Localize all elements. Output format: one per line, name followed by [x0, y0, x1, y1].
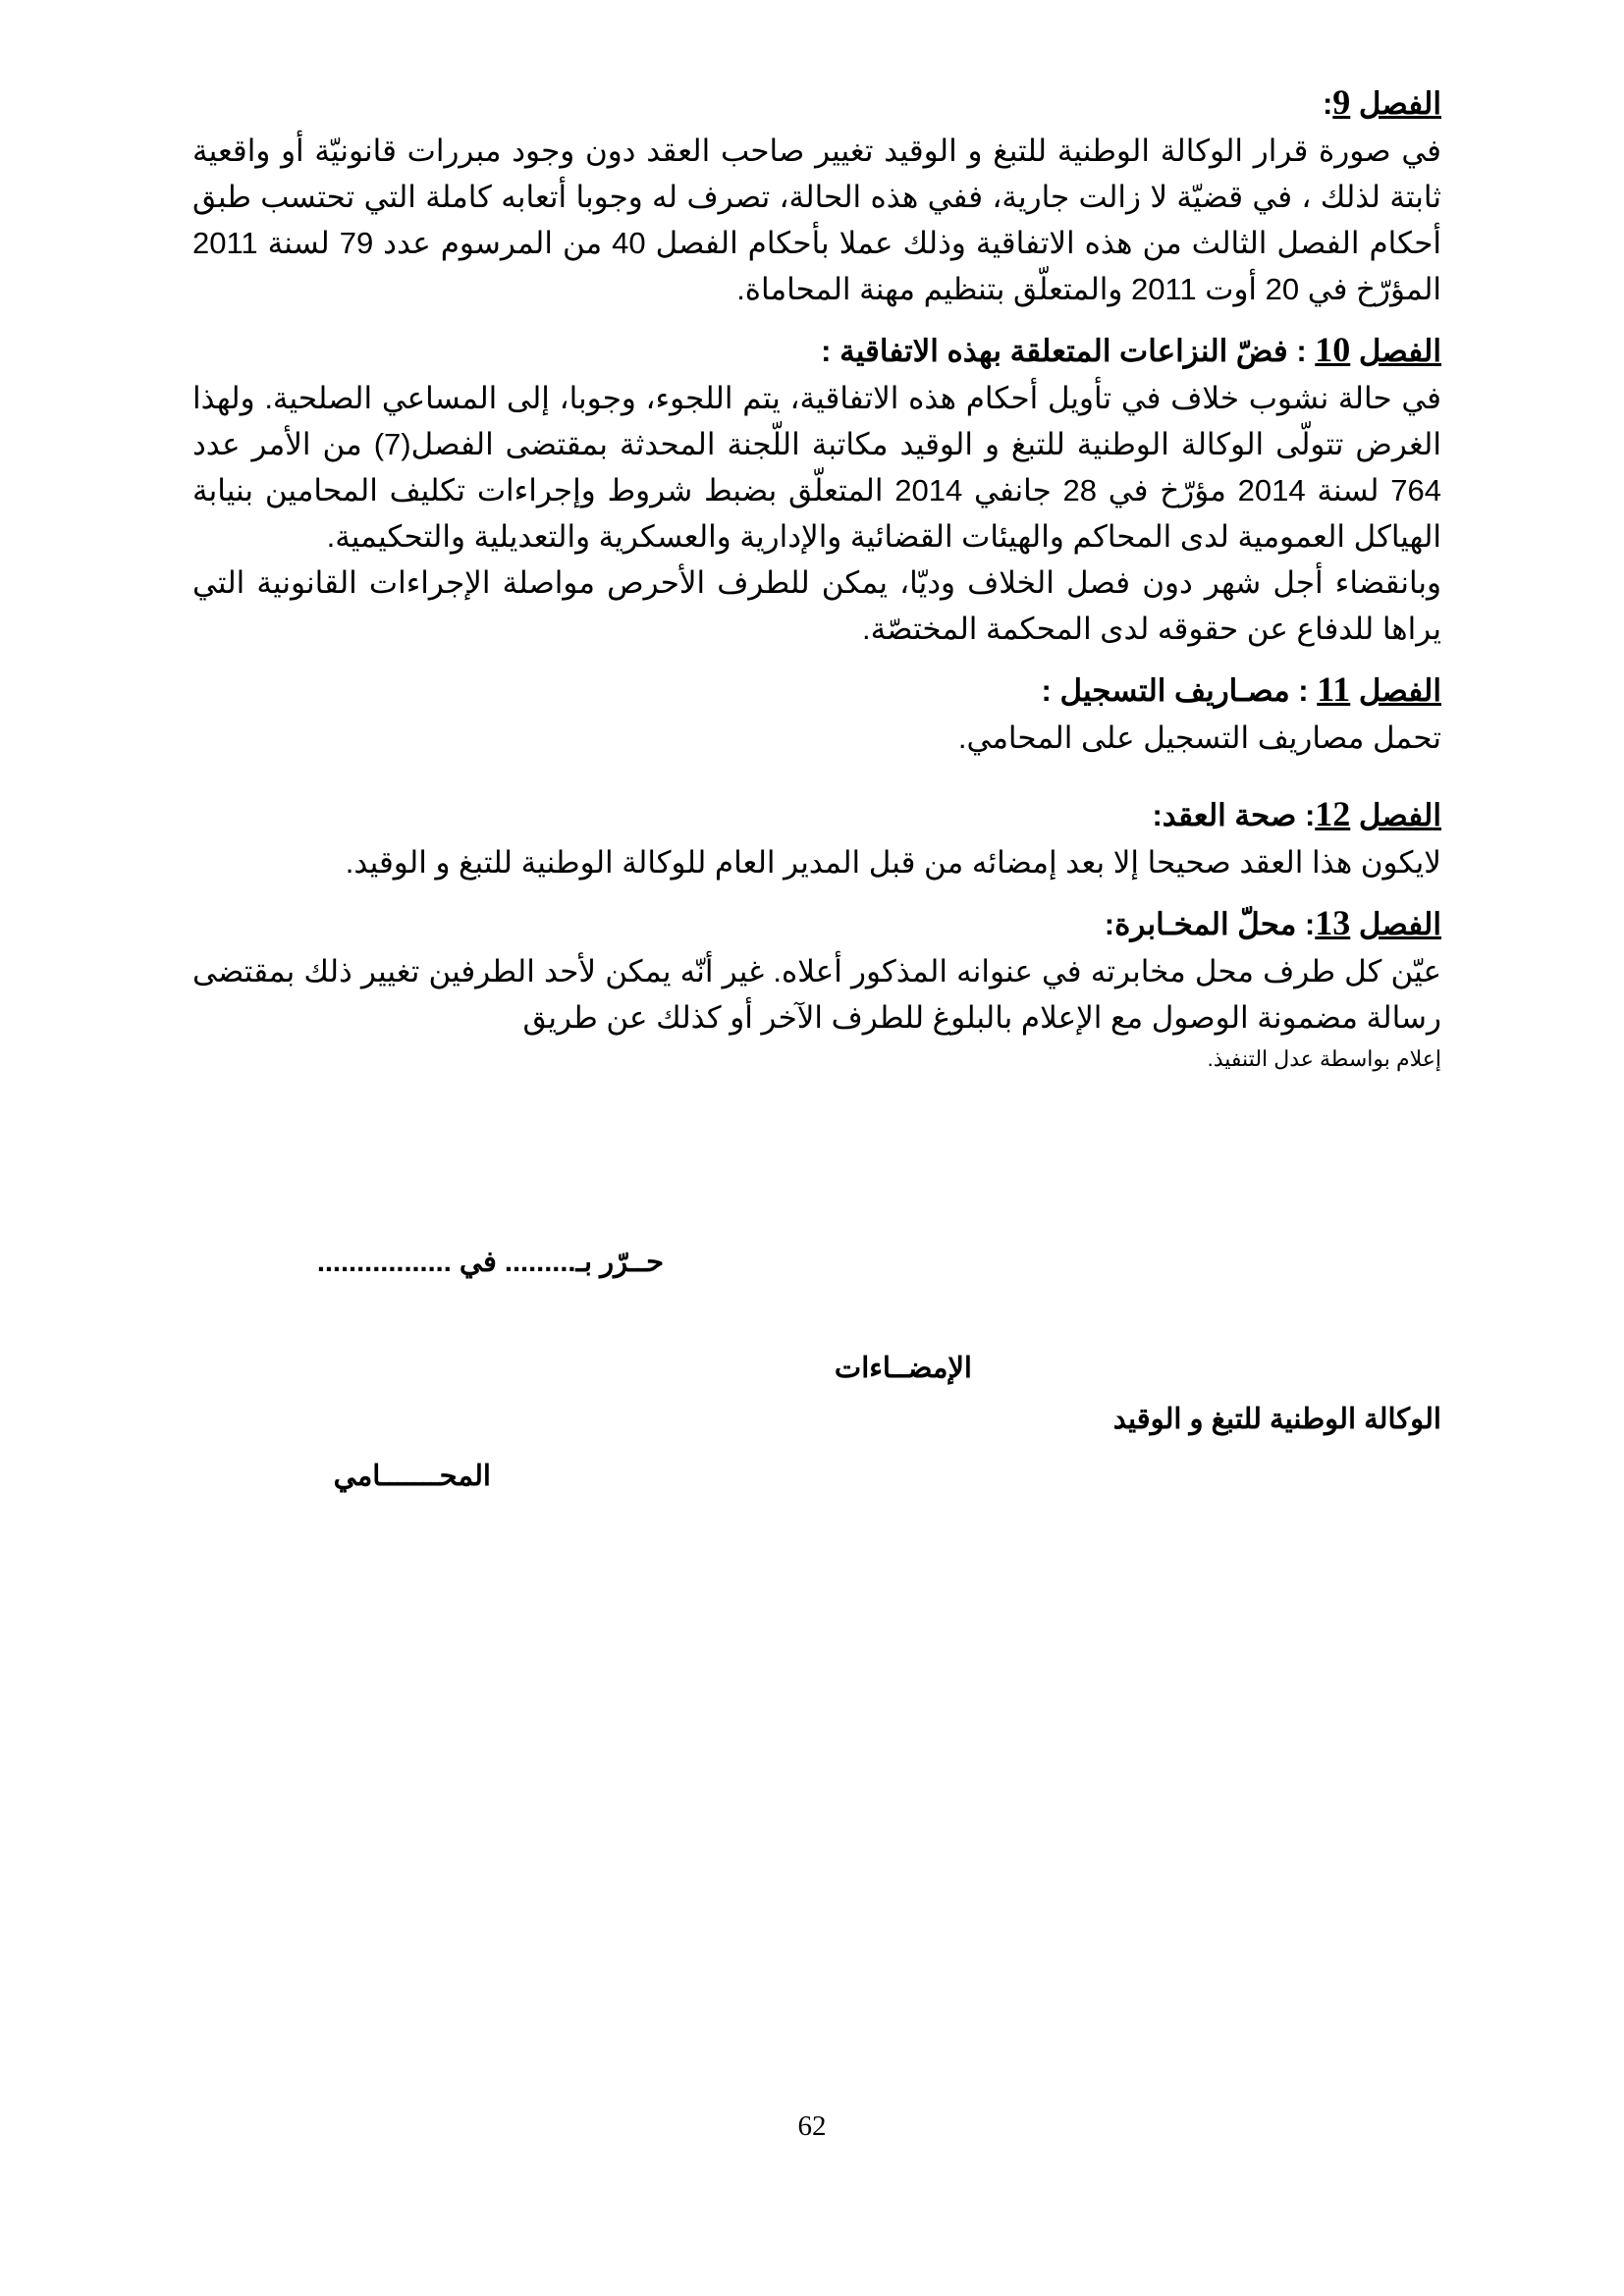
article-heading [192, 79, 1441, 128]
article-heading-suffix: : صحة العقد: [1152, 798, 1316, 832]
article-number: 9 [1332, 82, 1351, 122]
article-heading-prefix: الفصل [1358, 334, 1441, 368]
party-lawyer-label: المحـــــــامي [333, 1461, 491, 1492]
signature-place-date: حــرّر بـ......... في ................. [316, 1247, 664, 1278]
article-12 [192, 790, 1441, 885]
article-heading [192, 899, 1441, 948]
page-number: 62 [797, 2110, 827, 2142]
article-note: إعلام بواسطة عدل التنفيذ. [1207, 1046, 1441, 1071]
article-heading [192, 326, 1441, 375]
article-10 [192, 326, 1441, 652]
article-11 [192, 666, 1441, 761]
party-agency-label: الوكالة الوطنية للتبغ و الوقيد [1112, 1404, 1441, 1435]
article-heading-suffix: : مصـاريف التسجيل : [1041, 673, 1318, 708]
article-9 [192, 79, 1441, 312]
article-number: 13 [1315, 903, 1351, 942]
article-paragraph: عيّن كل طرف محل مخابرته في عنوانه المذكور أعلاه. غير أنّه يمكن لأحد الطرفين تغيير ذلك بمقتضى رسالة مضمونة الوصول مع الإعلام بالبلوغ للطرف الآخر أو كذلك عن طريق [192, 954, 1441, 1035]
article-heading-suffix: : محلّ المخـابرة: [1104, 907, 1316, 941]
article-heading-suffix: : فضّ النزاعات المتعلقة بهذه الاتفاقية : [821, 334, 1316, 368]
article-heading-prefix: الفصل [1358, 907, 1441, 941]
article-number: 11 [1317, 669, 1351, 709]
article-heading-prefix: الفصل [1358, 673, 1441, 708]
article-heading [192, 790, 1441, 839]
article-paragraph: تحمل مصاريف التسجيل على المحامي. [957, 721, 1441, 755]
article-paragraph: في حالة نشوب خلاف في تأويل أحكام هذه الاتفاقية، يتم اللجوء، وجوبا، إلى المساعي الصلحية. ولهذا الغرض تتولّى الوكالة الوطنية للتبغ و الوقيد مكاتبة اللّجنة المحدثة بمقتضى الفصل(7) من الأمر عدد 764 لسنة 2014 مؤرّخ في 28 جانفي 2014 المتعلّق بضبط شروط وإجراءات تكليف المحامين بنيابة الهياكل العمومية لدى المحاكم والهيئات القضائية والإدارية والعسكرية والتعديلية والتحكيمية. [192, 381, 1441, 554]
article-heading-prefix: الفصل [1358, 86, 1441, 121]
article-paragraph: في صورة قرار الوكالة الوطنية للتبغ و الوقيد تغيير صاحب العقد دون وجود مبررات قانونيّة أو واقعية ثابتة لذلك ، في قضيّة لا زالت جارية، ففي هذه الحالة، تصرف له وجوبا أتعابه كاملة التي تحتسب طبق أحكام الفصل الثالث من هذه الاتفاقية وذلك عملا بأحكام الفصل 40 من المرسوم عدد 79 لسنة 2011 المؤرّخ في 20 أوت 2011 والمتعلّق بتنظيم مهنة المحاماة. [192, 133, 1441, 306]
article-heading [192, 666, 1441, 715]
article-number: 10 [1315, 330, 1351, 369]
article-number: 12 [1315, 794, 1351, 833]
signatures-title: الإمضــاءات [834, 1353, 972, 1384]
articles-container [192, 79, 1441, 1078]
article-13 [192, 899, 1441, 1078]
article-heading-prefix: الفصل [1358, 798, 1441, 832]
article-paragraph: لايكون هذا العقد صحيحا إلا بعد إمضائه من قبل المدير العام للوكالة الوطنية للتبغ و الوقيد. [345, 845, 1441, 880]
article-heading-suffix: : [1322, 86, 1333, 121]
article-paragraph: وبانقضاء أجل شهر دون فصل الخلاف وديّا، يمكن للطرف الأحرص مواصلة الإجراءات القانونية التي يراها للدفاع عن حقوقه لدى المحكمة المختصّة. [192, 565, 1441, 646]
